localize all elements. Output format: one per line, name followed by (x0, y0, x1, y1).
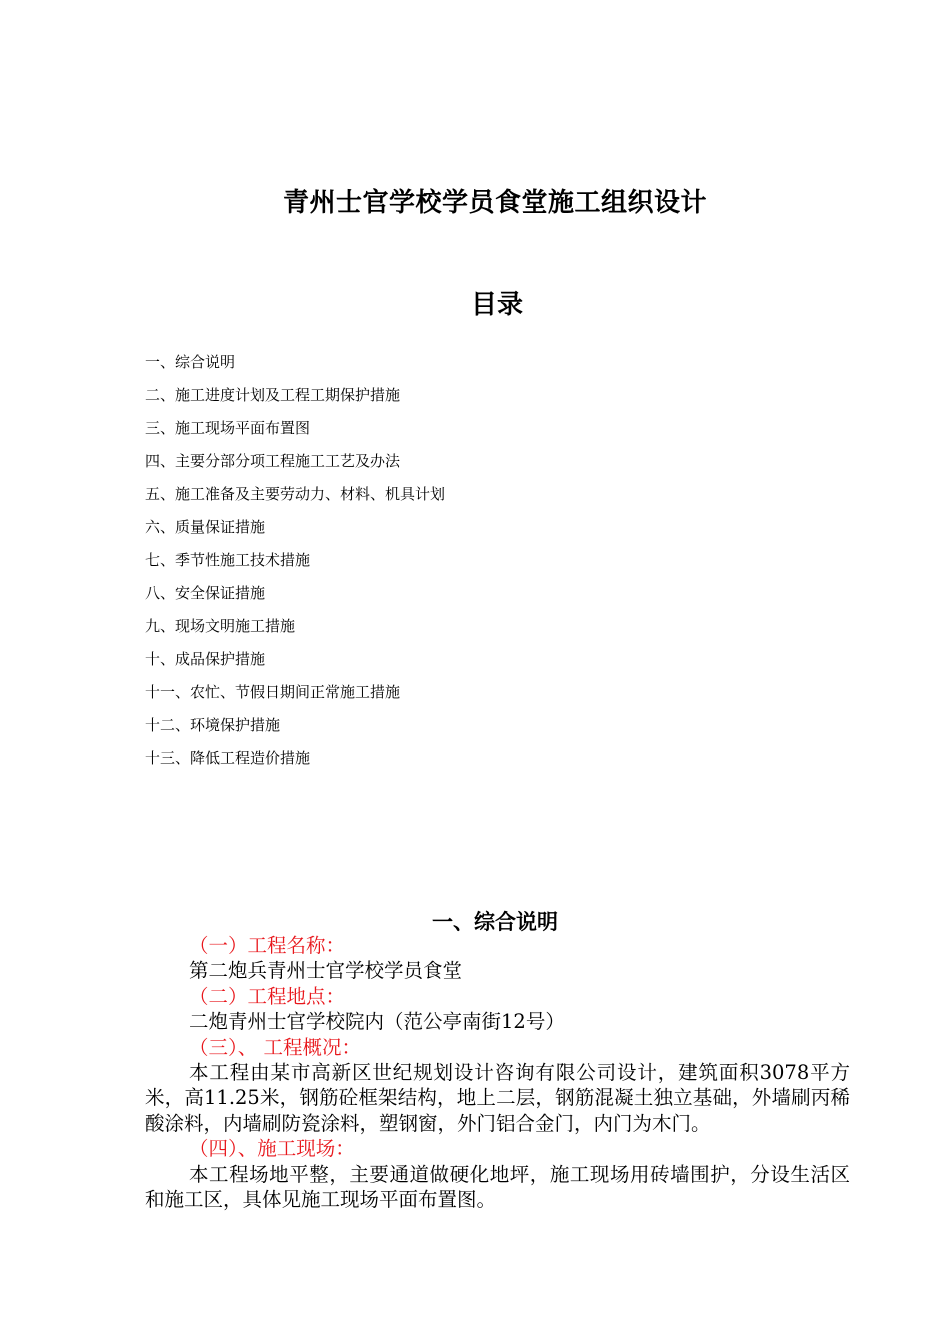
toc-item: 五、施工准备及主要劳动力、材料、机具计划 (145, 485, 446, 503)
subsection-title-project-name: （一）工程名称： (189, 934, 346, 957)
document-title: 青州士官学校学员食堂施工组织设计 (282, 188, 707, 218)
toc-heading: 目录 (470, 290, 523, 320)
toc-item: 九、现场文明施工措施 (145, 617, 296, 635)
project-overview-text: 本工程由某市高新区世纪规划设计咨询有限公司设计，建筑面积3078平方米，高11.25米，钢筋砼框架结构，地上二层，钢筋混凝土独立基础，外墙刷丙稀酸涂料，内墙刷防瓷涂料，塑钢窗，外门铝合金门，内门为木门。 (145, 1061, 850, 1135)
toc-item: 六、质量保证措施 (145, 518, 266, 536)
toc-item: 十二、环境保护措施 (145, 716, 281, 734)
project-name-text: 第二炮兵青州士官学校学员食堂 (189, 959, 463, 983)
subsection-title-project-location: （二）工程地点： (189, 984, 346, 1008)
construction-site-text: 本工程场地平整，主要通道做硬化地坪，施工现场用砖墙围护，分设生活区和施工区，具体见施工现场平面布置图。 (145, 1162, 850, 1212)
toc-item: 二、施工进度计划及工程工期保护措施 (145, 386, 401, 404)
section-heading: 一、综合说明 (432, 910, 558, 934)
toc-item: 三、施工现场平面布置图 (145, 419, 311, 437)
toc-item: 十三、降低工程造价措施 (145, 749, 311, 767)
table-of-contents (145, 350, 445, 779)
toc-item: 七、季节性施工技术措施 (145, 551, 311, 569)
toc-item: 一、综合说明 (145, 353, 236, 371)
toc-item: 十一、农忙、节假日期间正常施工措施 (145, 683, 401, 701)
section-body (145, 933, 850, 1212)
toc-item: 十、成品保护措施 (145, 650, 266, 668)
subsection-title-project-overview: （三）、 工程概况： (189, 1035, 361, 1059)
project-location-text: 二炮青州士官学校院内（范公亭南街12号） (189, 1010, 565, 1034)
subsection-title-construction-site: （四）、施工现场： (189, 1137, 355, 1161)
toc-item: 四、主要分部分项工程施工工艺及办法 (145, 452, 401, 470)
toc-item: 八、安全保证措施 (145, 584, 266, 602)
